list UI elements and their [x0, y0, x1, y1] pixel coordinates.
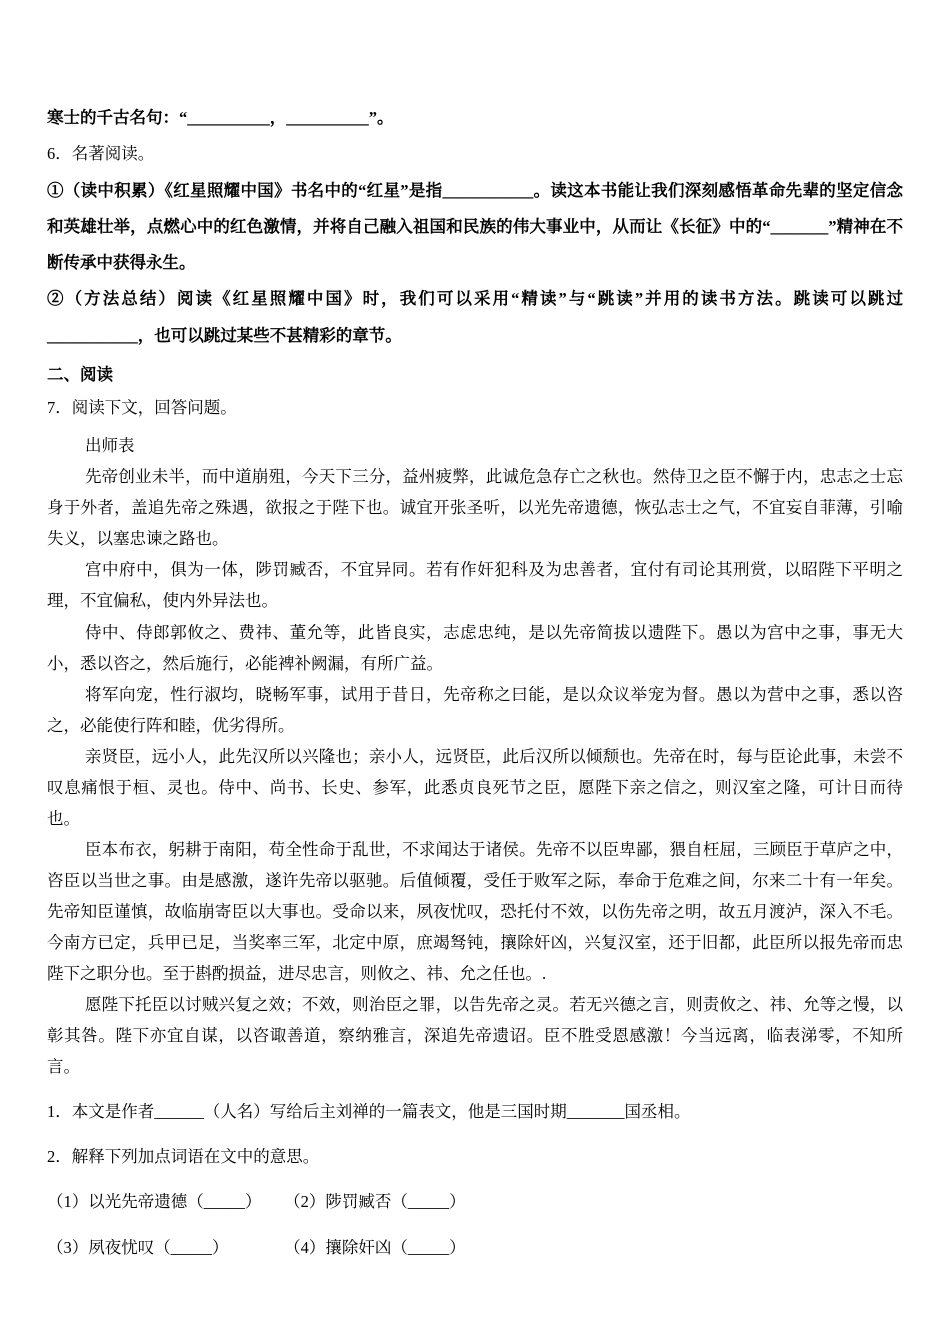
sub-question-1: 1．本文是作者______（人名）写给后主刘禅的一篇表文，他是三国时期_______国丞相。 [47, 1101, 691, 1121]
q2-item-1: （1）以光先帝遗德（_____） [47, 1192, 262, 1212]
q2-item-4: （4）攘除奸凶（_____） [284, 1237, 466, 1257]
essay-paragraph: 亲贤臣，远小人，此先汉所以兴隆也；亲小人，远贤臣，此后汉所以倾颓也。先帝在时，每与臣论此事，未尝不叹息痛恨于桓、灵也。侍中、尚书、长史、参军，此悉贞良死节之臣，愿陛下亲之信之，则汉室之隆，可计日而待也。 [47, 746, 903, 828]
q2-item-2: （2）陟罚臧否（_____） [284, 1192, 466, 1212]
essay-paragraph: 宫中府中，俱为一体，陟罚臧否，不宜异同。若有作奸犯科及为忠善者，宜付有司论其刑赏，以昭陛下平明之理，不宜偏私，使内外异法也。 [47, 560, 903, 611]
question-6-item-1: ①（读中积累）《红星照耀中国》书名中的“红星”是指___________。读这本书能让我们深刻感悟革命先辈的坚定信念和英雄壮举，点燃心中的红色激情，并将自己融入祖国和民族的伟大事业中，从而让《长征》中的“_______”精神在不断传承中获得永生。 [47, 180, 903, 273]
essay-paragraph: 将军向宠，性行淑均，晓畅军事，试用于昔日，先帝称之曰能，是以众议举宠为督。愚以为营中之事，悉以咨之，必能使行阵和睦，优劣得所。 [47, 684, 903, 735]
sub-question-2-title: 2．解释下列加点词语在文中的意思。 [47, 1147, 320, 1167]
essay-paragraph: 愿陛下托臣以讨贼兴复之效；不效，则治臣之罪，以告先帝之灵。若无兴德之言，则责攸之、祎、允等之慢，以彰其咎。陛下亦宜自谋，以咨诹善道，察纳雅言，深追先帝遗诏。臣不胜受恩感激！今当远离，临表涕零，不知所言。 [47, 994, 903, 1076]
essay-title: 出师表 [84, 436, 135, 456]
essay-paragraph: 先帝创业未半，而中道崩殂，今天下三分，益州疲弊，此诚危急存亡之秋也。然侍卫之臣不懈于内，忠志之士忘身于外者，盖追先帝之殊遇，欲报之于陛下也。诚宜开张圣听，以光先帝遗德，恢弘志士之气，不宜妄自菲薄，引喻失义，以塞忠谏之路也。 [47, 467, 903, 549]
section-2-heading: 二、阅读 [47, 365, 113, 385]
question-7-title: 7．阅读下文，回答问题。 [47, 398, 237, 418]
essay-paragraph: 臣本布衣，躬耕于南阳，苟全性命于乱世，不求闻达于诸侯。先帝不以臣卑鄙，猥自枉屈，三顾臣于草庐之中，咨臣以当世之事。由是感激，遂许先帝以驱驰。后值倾覆，受任于败军之际，奉命于危难之间，尔来二十有一年矣。先帝知臣谨慎，故临崩寄臣以大事也。受命以来，夙夜忧叹，恐托付不效，以伤先帝之明，故五月渡泸，深入不毛。今南方已定，兵甲已足，当奖率三军，北定中原，庶竭驽钝，攘除奸凶，兴复汉室，还于旧都，此臣所以报先帝而忠陛下之职分也。至于斟酌损益，进尽忠言，则攸之、祎、允之任也。. [47, 839, 903, 983]
sub-question-2-row-2 [47, 1232, 903, 1263]
question-6-title: 6．名著阅读。 [47, 144, 155, 164]
question-6-item-2: ②（方法总结）阅读《红星照耀中国》时，我们可以采用“精读”与“跳读”并用的读书方法。跳读可以跳过___________，也可以跳过某些不甚精彩的章节。 [47, 289, 903, 345]
essay-paragraph: 侍中、侍郎郭攸之、费祎、董允等，此皆良实，志虑忠纯，是以先帝简拔以遗陛下。愚以为宫中之事，事无大小，悉以咨之，然后施行，必能裨补阙漏，有所广益。 [47, 622, 903, 673]
sub-question-2-row-1 [47, 1186, 903, 1217]
q2-item-3: （3）夙夜忧叹（_____） [47, 1237, 229, 1257]
famous-quote-line: 寒士的千古名句：“__________，__________”。 [47, 108, 394, 127]
